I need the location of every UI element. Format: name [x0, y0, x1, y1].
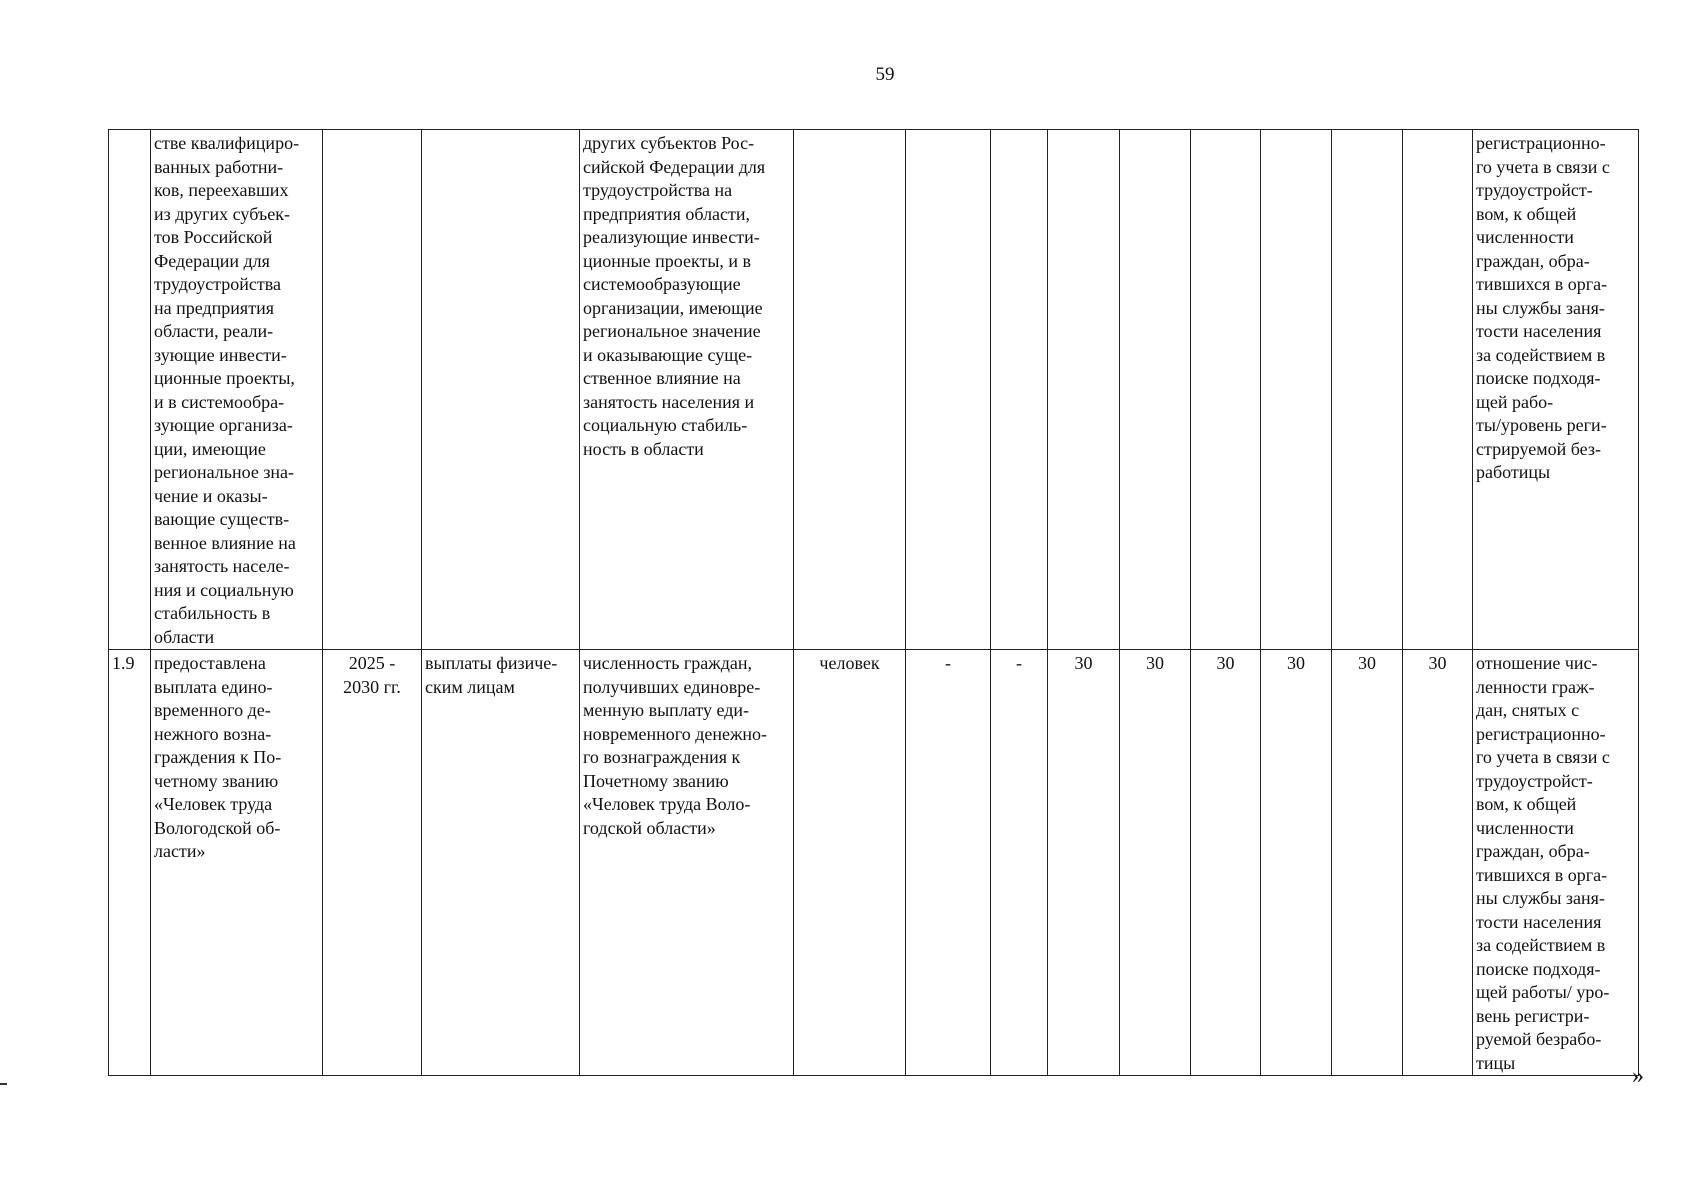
cell-type	[422, 130, 580, 650]
cell-number: 1.9	[109, 650, 151, 1076]
page-number: 59	[875, 64, 895, 85]
cell-value-3	[1048, 130, 1120, 650]
cell-value-8: 30	[1403, 650, 1473, 1076]
cell-value-4	[1120, 130, 1191, 650]
cell-unit	[794, 130, 906, 650]
cell-number	[109, 130, 151, 650]
cell-value-5	[1191, 130, 1261, 650]
cell-result: стве квалифициро- ванных работни- ков, переехавших из других субъек- тов Российской Федерации для трудоустройства на предприятия области, реали- зующие инвести- ционные проекты, и в системообра- зующие организа- ции, имеющие региональное зна- чение и оказы- вающие существ- венное влияние на занятость населе- ния и социальную стабильность в области	[151, 130, 323, 650]
cell-relation: регистрационно- го учета в связи с трудоустройст- вом, к общей численности граждан, обра- тившихся в орга- ны службы заня- тости населения за содействием в поиске подходя- щей рабо- ты/уровень реги- стрируемой без- работицы	[1473, 130, 1639, 650]
cell-value-6: 30	[1261, 650, 1332, 1076]
cell-indicator: численность граждан, получивших единовре- менную выплату еди- новременного денежно- го вознаграждения к Почетному званию «Человек труда Воло- годской области»	[580, 650, 794, 1076]
margin-mark	[0, 1083, 7, 1085]
cell-value-7	[1332, 130, 1403, 650]
cell-type: выплаты физиче- ским лицам	[422, 650, 580, 1076]
cell-period	[323, 130, 422, 650]
cell-period: 2025 - 2030 гг.	[323, 650, 422, 1076]
cell-relation: отношение чис- ленности граж- дан, снятых с регистрационно- го учета в связи с трудоустройст- вом, к общей численности граждан, обра- тившихся в орга- ны службы заня- тости населения за содействием в поиске подходя- щей работы/ уро- вень регистри- руемой безрабо- тицы	[1473, 650, 1639, 1076]
cell-value-5: 30	[1191, 650, 1261, 1076]
cell-value-1	[906, 130, 991, 650]
cell-value-6	[1261, 130, 1332, 650]
closing-quote: »	[1632, 1063, 1644, 1089]
cell-value-2: -	[991, 650, 1048, 1076]
cell-value-2	[991, 130, 1048, 650]
cell-value-1: -	[906, 650, 991, 1076]
table-row	[109, 650, 1639, 1076]
cell-unit: человек	[794, 650, 906, 1076]
cell-indicator: других субъектов Рос- сийской Федерации для трудоустройства на предприятия области, реализующие инвести- ционные проекты, и в системообразующие организации, имеющие региональное значение и оказывающие суще- ственное влияние на занятость населения и социальную стабиль- ность в области	[580, 130, 794, 650]
cell-value-3: 30	[1048, 650, 1120, 1076]
measures-table	[108, 129, 1639, 1076]
cell-value-8	[1403, 130, 1473, 650]
cell-result: предоставлена выплата едино- временного де- нежного возна- граждения к По- четному званию «Человек труда Вологодской об- ласти»	[151, 650, 323, 1076]
table-row	[109, 130, 1639, 650]
cell-value-7: 30	[1332, 650, 1403, 1076]
cell-value-4: 30	[1120, 650, 1191, 1076]
